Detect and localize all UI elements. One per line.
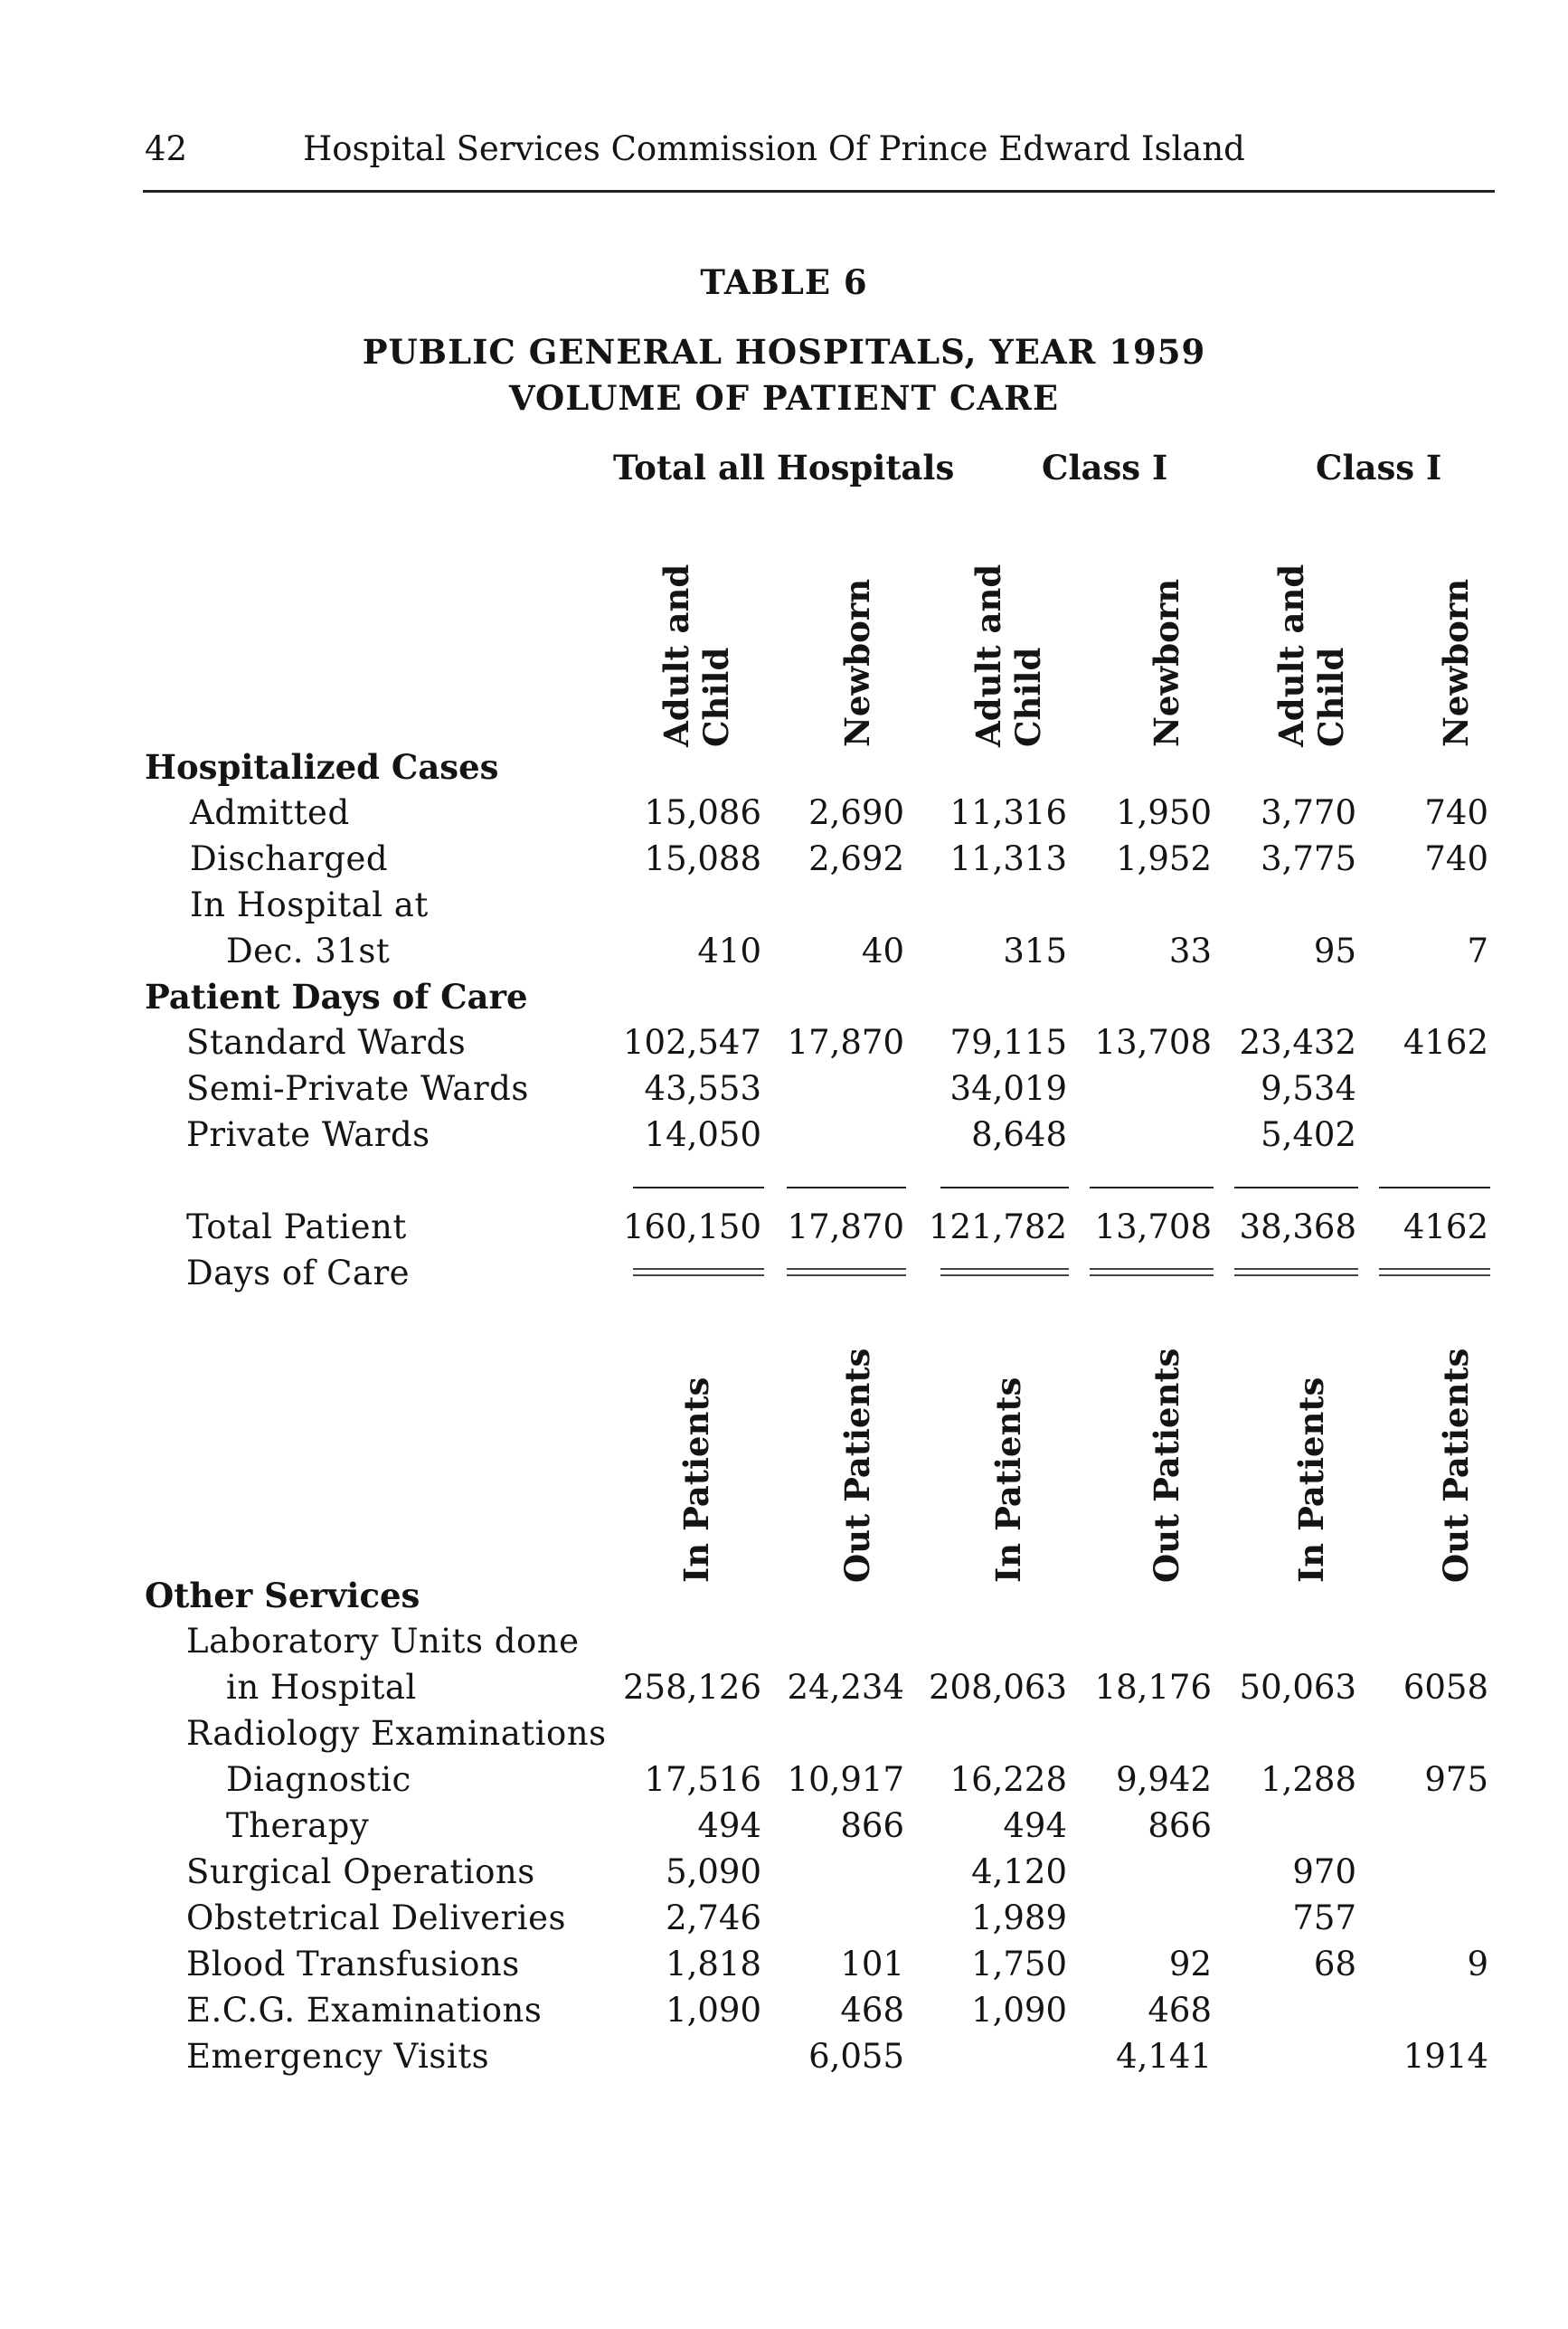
- column-header-newborn: [1436, 579, 1476, 747]
- table-cell: 1,952: [1116, 839, 1212, 878]
- column-header-line: Newborn: [1147, 578, 1186, 747]
- table-cell: 18,176: [1094, 1668, 1212, 1707]
- total-label-line-2: Days of Care: [186, 1254, 411, 1292]
- table-cell: 14,050: [644, 1115, 761, 1154]
- subtotal-rule: [787, 1187, 906, 1188]
- total-double-rule: [787, 1268, 906, 1276]
- table-cell: 6,055: [808, 2037, 904, 2076]
- table-cell: 5,090: [666, 1852, 761, 1891]
- section-other-services: Other Services: [145, 1576, 420, 1615]
- subtotal-rule: [1090, 1187, 1214, 1188]
- row-label: Radiology Examinations: [186, 1714, 607, 1753]
- row-label: Dec. 31st: [226, 932, 391, 970]
- table-cell: 1,090: [971, 1991, 1067, 2030]
- table-cell: 315: [1003, 932, 1067, 970]
- table-cell: 258,126: [622, 1668, 761, 1707]
- total-label-line-1: Total Patient: [186, 1207, 407, 1246]
- column-group-class-1: Class I: [1042, 448, 1168, 488]
- total-cell: 121,782: [928, 1207, 1067, 1246]
- table-cell: 4,141: [1116, 2037, 1212, 2076]
- header-rule: [143, 190, 1495, 193]
- column-header-line: Adult and: [656, 563, 696, 747]
- table-cell: 95: [1313, 932, 1356, 970]
- table-cell: 13,708: [1094, 1023, 1212, 1062]
- table-cell: 3,770: [1261, 793, 1356, 832]
- column-header-in-patients: In Patients: [676, 1377, 716, 1583]
- table-cell: 11,313: [949, 839, 1067, 878]
- total-cell: 4162: [1403, 1207, 1488, 1246]
- subtotal-rule: [1234, 1187, 1358, 1188]
- column-header-line: Adult and: [1271, 563, 1311, 747]
- table-cell: 50,063: [1239, 1668, 1356, 1707]
- column-group-total: Total all Hospitals: [613, 448, 955, 488]
- table-cell: 494: [697, 1806, 761, 1845]
- table-cell: 23,432: [1239, 1023, 1356, 1062]
- table-cell: 2,692: [808, 839, 904, 878]
- table-cell: 740: [1424, 793, 1488, 832]
- total-cell: 13,708: [1094, 1207, 1212, 1246]
- column-header-newborn: [837, 579, 877, 747]
- table-cell: 4,120: [971, 1852, 1067, 1891]
- column-header-in-patients: In Patients: [988, 1377, 1028, 1583]
- table-cell: 92: [1168, 1945, 1212, 1983]
- table-cell: 17,516: [644, 1760, 761, 1799]
- row-label: Obstetrical Deliveries: [186, 1898, 566, 1937]
- column-header-out-patients: Out Patients: [1147, 1348, 1186, 1583]
- table-cell: 2,690: [808, 793, 904, 832]
- table-cell: 7: [1467, 932, 1488, 970]
- table-title: PUBLIC GENERAL HOSPITALS, YEAR 1959: [362, 332, 1206, 372]
- row-label: in Hospital: [226, 1668, 417, 1707]
- subtotal-rule: [633, 1187, 764, 1188]
- row-label: Admitted: [190, 793, 350, 832]
- table-subtitle: VOLUME OF PATIENT CARE: [508, 378, 1060, 418]
- table-cell: 40: [861, 932, 904, 970]
- table-cell: 16,228: [949, 1760, 1067, 1799]
- table-cell: 468: [840, 1991, 904, 2030]
- table-cell: 79,115: [949, 1023, 1067, 1062]
- table-cell: 6058: [1403, 1668, 1488, 1707]
- table-cell: 975: [1424, 1760, 1488, 1799]
- row-label: In Hospital at: [190, 885, 429, 924]
- row-label: Private Wards: [186, 1115, 430, 1154]
- total-double-rule: [1234, 1268, 1358, 1276]
- total-cell: 38,368: [1239, 1207, 1356, 1246]
- table-cell: 34,019: [949, 1069, 1067, 1108]
- table-cell: 9,942: [1116, 1760, 1212, 1799]
- total-double-rule: [1090, 1268, 1214, 1276]
- column-group-class-2: Class I: [1316, 448, 1442, 488]
- table-cell: 1,818: [666, 1945, 761, 1983]
- table-cell: 102,547: [622, 1023, 761, 1062]
- total-cell: 17,870: [787, 1207, 904, 1246]
- column-header-line: Newborn: [1436, 578, 1476, 747]
- table-cell: 68: [1313, 1945, 1356, 1983]
- section-hospitalized-cases: Hospitalized Cases: [145, 747, 499, 787]
- row-label: Semi-Private Wards: [186, 1069, 529, 1108]
- table-cell: 866: [1148, 1806, 1212, 1845]
- column-header-line: Adult and: [968, 563, 1008, 747]
- page-number: 42: [145, 129, 188, 168]
- table-cell: 410: [697, 932, 761, 970]
- column-header-out-patients: Out Patients: [837, 1348, 877, 1583]
- column-header-line: Child: [1008, 647, 1048, 747]
- column-header-in-patients: In Patients: [1291, 1377, 1331, 1583]
- table-cell: 101: [840, 1945, 904, 1983]
- table-cell: 1,288: [1261, 1760, 1356, 1799]
- column-header-line: Child: [1311, 647, 1351, 747]
- column-header-line: Newborn: [837, 578, 877, 747]
- table-cell: 970: [1292, 1852, 1356, 1891]
- column-header-adult-and-child: [656, 564, 736, 747]
- table-cell: 468: [1148, 1991, 1212, 2030]
- column-header-adult-and-child: [968, 564, 1048, 747]
- table-cell: 1,090: [666, 1991, 761, 2030]
- row-label: Emergency Visits: [186, 2037, 490, 2076]
- table-cell: 17,870: [787, 1023, 904, 1062]
- table-cell: 208,063: [928, 1668, 1067, 1707]
- running-head: Hospital Services Commission Of Prince Edward Island: [303, 129, 1245, 168]
- row-label: Diagnostic: [226, 1760, 411, 1799]
- table-cell: 43,553: [644, 1069, 761, 1108]
- table-cell: 10,917: [787, 1760, 904, 1799]
- table-cell: 757: [1292, 1898, 1356, 1937]
- row-label: Laboratory Units done: [186, 1622, 580, 1661]
- table-cell: 1,989: [971, 1898, 1067, 1937]
- row-label: Standard Wards: [186, 1023, 467, 1062]
- table-cell: 4162: [1403, 1023, 1488, 1062]
- total-double-rule: [940, 1268, 1069, 1276]
- table-cell: 9: [1467, 1945, 1488, 1983]
- section-patient-days: Patient Days of Care: [145, 977, 528, 1017]
- row-label: Discharged: [190, 839, 389, 878]
- table-cell: 11,316: [949, 793, 1067, 832]
- table-cell: 15,086: [644, 793, 761, 832]
- total-double-rule: [633, 1268, 764, 1276]
- table-cell: 1,750: [971, 1945, 1067, 1983]
- table-cell: 866: [840, 1806, 904, 1845]
- total-cell: 160,150: [622, 1207, 761, 1246]
- column-header-newborn: [1147, 579, 1186, 747]
- table-cell: 494: [1003, 1806, 1067, 1845]
- table-cell: 8,648: [971, 1115, 1067, 1154]
- column-header-out-patients: Out Patients: [1436, 1348, 1476, 1583]
- table-cell: 740: [1424, 839, 1488, 878]
- row-label: Therapy: [226, 1806, 370, 1845]
- table-cell: 15,088: [644, 839, 761, 878]
- table-cell: 3,775: [1261, 839, 1356, 878]
- row-label: E.C.G. Examinations: [186, 1991, 543, 2030]
- column-header-line: Child: [696, 647, 736, 747]
- column-header-adult-and-child: [1271, 564, 1351, 747]
- table-label: TABLE 6: [700, 262, 868, 302]
- table-cell: 1914: [1403, 2037, 1488, 2076]
- subtotal-rule: [940, 1187, 1069, 1188]
- row-label: Surgical Operations: [186, 1852, 535, 1891]
- table-cell: 5,402: [1261, 1115, 1356, 1154]
- total-double-rule: [1379, 1268, 1490, 1276]
- table-cell: 24,234: [787, 1668, 904, 1707]
- table-cell: 1,950: [1116, 793, 1212, 832]
- table-cell: 2,746: [666, 1898, 761, 1937]
- row-label: Blood Transfusions: [186, 1945, 520, 1983]
- subtotal-rule: [1379, 1187, 1490, 1188]
- table-cell: 33: [1168, 932, 1212, 970]
- table-cell: 9,534: [1261, 1069, 1356, 1108]
